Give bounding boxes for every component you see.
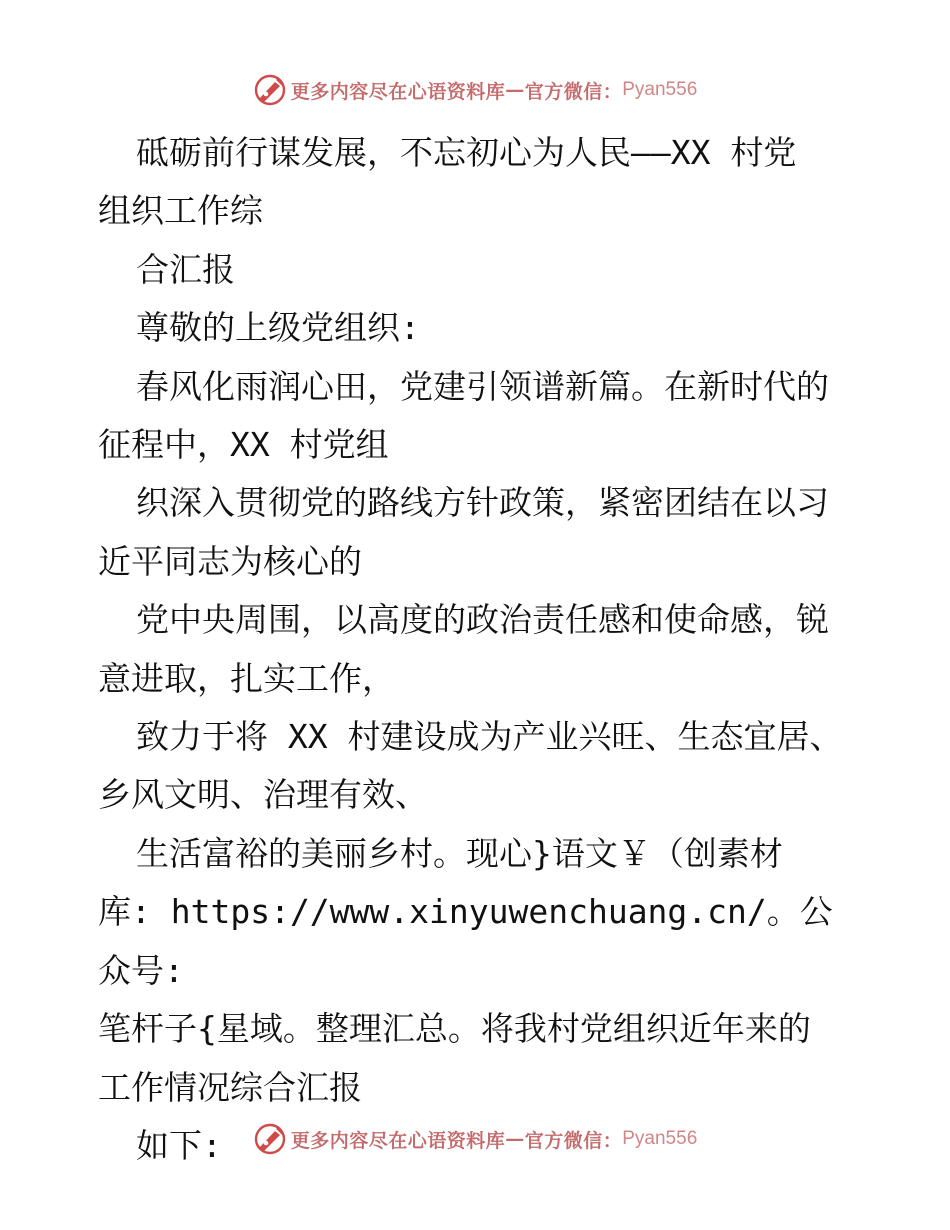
banner-wechat-label: 官方微信： [524, 1129, 623, 1152]
text-line: 工作情况综合汇报 [98, 1067, 362, 1107]
banner-wechat-id: Pyan556 [622, 79, 698, 100]
text-line: 生活富裕的美丽乡村。现心}语文￥（创素材 [136, 833, 783, 873]
text-line: 合汇报 [136, 249, 235, 289]
text-line: 组织工作综 [98, 191, 263, 231]
text-line: 致力于将 XX 村建设成为产业兴旺、生态宜居、 [136, 717, 843, 757]
text-line: 乡风文明、治理有效、 [98, 775, 428, 815]
banner-site-text: 更多内容尽在心语资料库 [290, 1129, 506, 1152]
text-line: 砥砺前行谋发展，不忘初心为人民——XX 村党 [136, 133, 797, 172]
banner-wechat-id: Pyan556 [622, 1128, 698, 1149]
banner-wechat-label: 官方微信： [524, 80, 623, 103]
banner-dash: — [505, 1128, 525, 1150]
text-line: 意进取，扎实工作， [98, 658, 395, 698]
text-line: 织深入贯彻党的路线方针政策，紧密团结在以习 [136, 483, 829, 523]
text-line: 近平同志为核心的 [98, 541, 362, 581]
pen-nib-circle-logo-icon [253, 73, 287, 107]
footer-banner [0, 1119, 950, 1159]
banner-site-text: 更多内容尽在心语资料库 [290, 80, 506, 103]
text-line: 征程中，XX 村党组 [98, 425, 389, 465]
text-line: 笔杆子{星域。整理汇总。将我村党组织近年来的 [98, 1009, 811, 1049]
pen-nib-circle-logo-icon [253, 1122, 287, 1156]
text-line: 如下: [136, 1125, 222, 1165]
text-line: 党中央周围，以高度的政治责任感和使命感，锐 [136, 600, 829, 640]
text-line: 尊敬的上级党组织: [136, 308, 420, 348]
text-line: 库: https://www.xinyuwenchuang.cn/。公众号: [98, 892, 833, 990]
document-body [98, 124, 858, 1175]
text-line: 春风化雨润心田，党建引领谱新篇。在新时代的 [136, 366, 829, 406]
header-banner [0, 70, 950, 110]
banner-dash: — [505, 79, 525, 101]
